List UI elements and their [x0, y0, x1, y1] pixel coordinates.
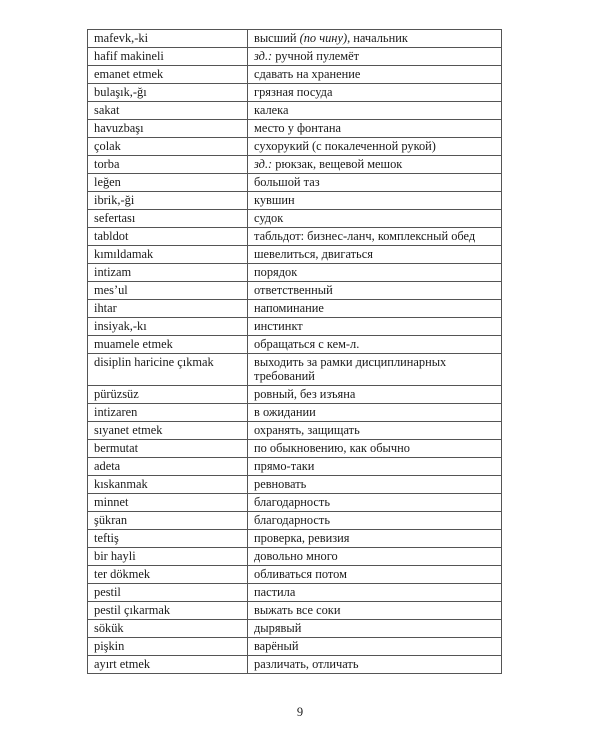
table-row	[88, 620, 502, 638]
turkish-term: pestil	[88, 584, 248, 602]
table-row	[88, 386, 502, 404]
turkish-term: torba	[88, 156, 248, 174]
table-row	[88, 548, 502, 566]
russian-translation: судок	[248, 210, 502, 228]
turkish-term: sefertası	[88, 210, 248, 228]
turkish-term: mafevk,-ki	[88, 30, 248, 48]
table-row	[88, 84, 502, 102]
russian-translation: выходить за рамки дисциплинарных требований	[248, 354, 502, 386]
table-row	[88, 300, 502, 318]
table-row	[88, 354, 502, 386]
table-row	[88, 156, 502, 174]
table-row	[88, 440, 502, 458]
table-row	[88, 102, 502, 120]
russian-translation: обливаться потом	[248, 566, 502, 584]
vocabulary-table	[87, 29, 502, 674]
table-row	[88, 476, 502, 494]
table-row	[88, 458, 502, 476]
russian-translation: напоминание	[248, 300, 502, 318]
russian-translation: выжать все соки	[248, 602, 502, 620]
russian-translation: кувшин	[248, 192, 502, 210]
table-row	[88, 404, 502, 422]
russian-translation: проверка, ревизия	[248, 530, 502, 548]
russian-translation: довольно много	[248, 548, 502, 566]
russian-translation	[248, 30, 502, 48]
turkish-term: bir hayli	[88, 548, 248, 566]
table-row	[88, 638, 502, 656]
table-row	[88, 30, 502, 48]
turkish-term: ibrik,-ği	[88, 192, 248, 210]
translation-text: ручной пулемёт	[272, 49, 360, 63]
table-row	[88, 138, 502, 156]
turkish-term: adeta	[88, 458, 248, 476]
russian-translation: табльдот: бизнес-ланч, комплексный обед	[248, 228, 502, 246]
russian-translation: ровный, без изъяна	[248, 386, 502, 404]
table-row	[88, 192, 502, 210]
russian-translation	[248, 48, 502, 66]
table-row	[88, 422, 502, 440]
table-row	[88, 602, 502, 620]
table-row	[88, 210, 502, 228]
turkish-term: insiyak,-kı	[88, 318, 248, 336]
turkish-term: hafif makineli	[88, 48, 248, 66]
table-row	[88, 530, 502, 548]
vocabulary-table-body	[88, 30, 502, 674]
turkish-term: intizaren	[88, 404, 248, 422]
russian-translation: сухорукий (с покалеченной рукой)	[248, 138, 502, 156]
turkish-term: kıskanmak	[88, 476, 248, 494]
russian-translation: различать, отличать	[248, 656, 502, 674]
translation-text: рюкзак, вещевой мешок	[272, 157, 403, 171]
usage-note: зд.:	[254, 49, 273, 63]
russian-translation: охранять, защищать	[248, 422, 502, 440]
translation-text: высший	[254, 31, 300, 45]
table-row	[88, 174, 502, 192]
turkish-term: mes’ul	[88, 282, 248, 300]
turkish-term: kımıldamak	[88, 246, 248, 264]
turkish-term: sökük	[88, 620, 248, 638]
russian-translation: дырявый	[248, 620, 502, 638]
turkish-term: bermutat	[88, 440, 248, 458]
table-row	[88, 512, 502, 530]
turkish-term: pestil çıkarmak	[88, 602, 248, 620]
russian-translation: ревновать	[248, 476, 502, 494]
turkish-term: leğen	[88, 174, 248, 192]
table-row	[88, 318, 502, 336]
russian-translation: порядок	[248, 264, 502, 282]
turkish-term: minnet	[88, 494, 248, 512]
table-row	[88, 228, 502, 246]
russian-translation: большой таз	[248, 174, 502, 192]
table-row	[88, 566, 502, 584]
table-row	[88, 264, 502, 282]
russian-translation: грязная посуда	[248, 84, 502, 102]
table-row	[88, 282, 502, 300]
turkish-term: disiplin haricine çıkmak	[88, 354, 248, 386]
turkish-term: sakat	[88, 102, 248, 120]
table-row	[88, 66, 502, 84]
turkish-term: çolak	[88, 138, 248, 156]
turkish-term: tabldot	[88, 228, 248, 246]
turkish-term: muamele etmek	[88, 336, 248, 354]
translation-text: , начальник	[347, 31, 408, 45]
russian-translation: место у фонтана	[248, 120, 502, 138]
turkish-term: emanet etmek	[88, 66, 248, 84]
turkish-term: ayırt etmek	[88, 656, 248, 674]
russian-translation: калека	[248, 102, 502, 120]
russian-translation: обращаться с кем-л.	[248, 336, 502, 354]
turkish-term: şükran	[88, 512, 248, 530]
russian-translation: прямо-таки	[248, 458, 502, 476]
russian-translation: сдавать на хранение	[248, 66, 502, 84]
turkish-term: ihtar	[88, 300, 248, 318]
usage-note: (по чину)	[299, 31, 348, 45]
table-row	[88, 48, 502, 66]
turkish-term: ter dökmek	[88, 566, 248, 584]
turkish-term: bulaşık,-ğı	[88, 84, 248, 102]
usage-note: зд.:	[254, 157, 273, 171]
turkish-term: havuzbaşı	[88, 120, 248, 138]
russian-translation: по обыкновению, как обычно	[248, 440, 502, 458]
russian-translation: благодарность	[248, 512, 502, 530]
page-number: 9	[296, 705, 304, 719]
table-row	[88, 246, 502, 264]
table-row	[88, 584, 502, 602]
russian-translation: шевелиться, двигаться	[248, 246, 502, 264]
table-row	[88, 120, 502, 138]
turkish-term: intizam	[88, 264, 248, 282]
turkish-term: pürüzsüz	[88, 386, 248, 404]
russian-translation: благодарность	[248, 494, 502, 512]
russian-translation: пастила	[248, 584, 502, 602]
table-row	[88, 656, 502, 674]
table-row	[88, 494, 502, 512]
russian-translation: варёный	[248, 638, 502, 656]
turkish-term: sıyanet etmek	[88, 422, 248, 440]
russian-translation	[248, 156, 502, 174]
turkish-term: teftiş	[88, 530, 248, 548]
russian-translation: ответственный	[248, 282, 502, 300]
turkish-term: pişkin	[88, 638, 248, 656]
table-row	[88, 336, 502, 354]
russian-translation: инстинкт	[248, 318, 502, 336]
russian-translation: в ожидании	[248, 404, 502, 422]
